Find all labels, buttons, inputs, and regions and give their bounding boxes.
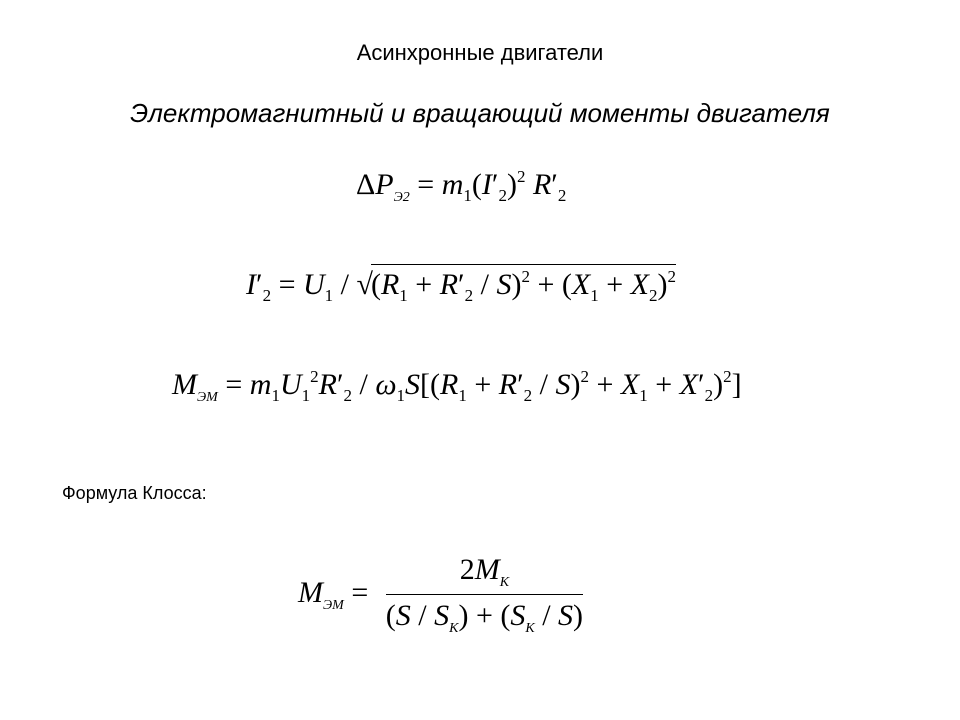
- formula-em-torque: $M_{ЭМ} = m_1U_1^2R'_2 / \omega_1S[(R_1 + R'_2 / S)^2 + X_1 + X'_2)^2$]: [172, 367, 742, 405]
- slide-title: Асинхронные двигатели: [356, 40, 604, 65]
- formula-rotor-current: $I'_2 = U_1 / √(R_1 + R'_2 / S)^2 + (X_1 + X_2)^2$: [246, 264, 676, 304]
- kloss-formula-label: Формула Клосса:: [62, 483, 207, 503]
- formula-power-loss: $\Delta P_{Э2} = m_1(I'_2)^2$ $R'_2$: [356, 167, 567, 205]
- slide-subtitle: Электромагнитный и вращающий моменты двигателя: [130, 98, 830, 128]
- formula-kloss: $M_{ЭМ}$ = $\frac{2M_K}{(S / S_K) + (S_K / S)}$: [298, 553, 584, 636]
